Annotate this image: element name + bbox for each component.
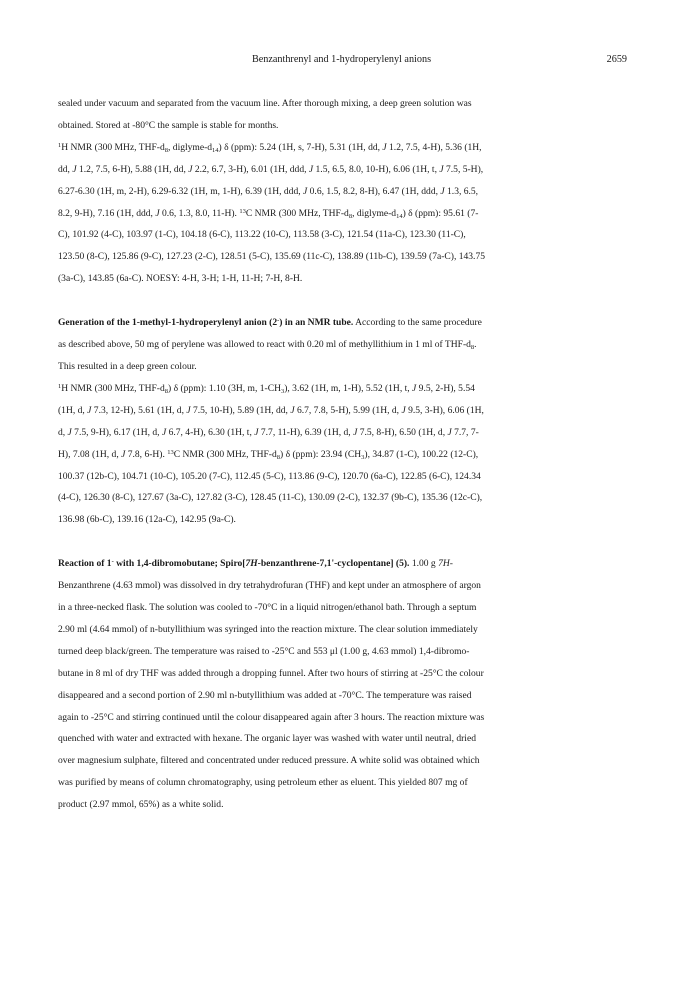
coupling-symbol: J [72,163,77,175]
text-line: butane in 8 ml of dry THF was added through a dropping funnel. After two hours of stirring at -25°C the colour [58,667,484,679]
text-line: H NMR (300 MHz, THF-d [61,141,165,153]
subscript: 8 [470,344,475,352]
coupling-symbol: J [290,404,295,416]
text-line: ) δ (ppm): 95.61 (7- [402,207,479,219]
text-line: 1.2, 7.5, 6-H), 5.88 (1H, dd, [76,163,189,175]
coupling-symbol: J [87,404,92,416]
text-line: . [474,339,477,351]
text-line: 7.5, 9-H), 6.17 (1H, d, [71,426,162,438]
text-line: , diglyme-d [168,141,213,153]
text-line: Benzanthrene (4.63 mmol) was dissolved in dry tetrahydrofuran (THF) and kept under an atmosphere of argon [58,580,481,592]
text-line: 123.50 (8-C), 125.86 (9-C), 127.23 (2-C), 128.51 (5-C), 135.69 (11c-C), 138.89 (11b-C), 139.59 (7a-C), 143.75 [58,251,485,263]
text-line: as described above, 50 mg of perylene was allowed to react with 0.20 ml of methyllithium in 1 ml of THF-d [58,339,471,351]
text-line: d, [58,426,68,438]
coupling-symbol: J [382,141,387,153]
subscript: 3 [280,387,285,395]
isotope-superscript: 13 [239,207,246,215]
text-line: C), 101.92 (4-C), 103.97 (1-C), 104.18 (6-C), 113.22 (10-C), 113.58 (3-C), 121.54 (11a-C), 123.30 (11-C), [58,229,466,241]
text-line: , diglyme-d [352,207,397,219]
text-line: 6.7, 4-H), 6.30 (1H, t, [166,426,255,438]
paragraph-gap [58,531,626,553]
text-line: 7.7, 11-H), 6.39 (1H, d, [258,426,354,438]
text-line: H NMR (300 MHz, THF-d [61,382,165,394]
text-line: obtained. Stored at -80°C the sample is stable for months. [58,119,279,131]
text-line: 7.8, 6-H). [125,448,168,460]
text-line: 1.2, 7.5, 4-H), 5.36 (1H, [386,141,482,153]
paragraph-gap [58,290,626,312]
text-line: 2.2, 6.7, 3-H), 6.01 (1H, ddd, [192,163,309,175]
text-line: According to the same procedure [353,317,482,329]
text-line: (1H, d, [58,404,88,416]
text-line: ), 34.87 (1-C), 100.22 (12-C), [364,448,479,460]
coupling-symbol: J [308,163,314,175]
text-line: 1.5, 6.5, 8.0, 10-H), 6.06 (1H, t, [313,163,440,175]
coupling-symbol: J [401,404,406,416]
text-line: ) δ (ppm): 1.10 (3H, m, 1-CH [168,382,281,394]
subscript: 8 [348,212,353,220]
charge-superscript: - [277,317,280,325]
text-line: 6.7, 7.8, 5-H), 5.99 (1H, d, [294,404,402,416]
heading-text: -benzanthrene-7,1'-cyclopentane] (5). [257,558,410,570]
text-line: 7.5, 10-H), 5.89 (1H, dd, [190,404,291,416]
text-line: 1.3, 6.5, [444,185,479,197]
coupling-symbol: J [412,382,417,394]
paragraph-nmr-compound-2 [58,378,626,531]
text-line: 7H- [438,558,453,570]
article-body [58,93,626,816]
text-line: 7.5, 8-H), 6.50 (1H, d, [357,426,448,438]
text-line: (3a-C), 143.85 (6a-C). NOESY: 4-H, 3-H; 1-H, 11-H; 7-H, 8-H. [58,273,303,285]
text-line: 9.5, 2-H), 5.54 [416,382,475,394]
subscript: 14 [212,146,219,154]
text-line: sealed under vacuum and separated from the vacuum line. After thorough mixing, a deep green solution was [58,98,472,109]
text-line: turned deep black/green. The temperature was raised to -25°C and 553 μl (1.00 g, 4.63 mmol) 1,4-dibromo- [58,645,470,657]
coupling-symbol: J [186,404,191,416]
text-line: quenched with water and extracted with hexane. The organic layer was washed with water until neutral, dried [58,733,476,745]
text-line: 8.2, 9-H), 7.16 (1H, ddd, [58,207,156,219]
text-line: 0.6, 1.3, 8.0, 11-H). [159,207,240,219]
coupling-symbol: J [161,426,167,438]
text-line: 7.3, 12-H), 5.61 (1H, d, [91,404,187,416]
text-line: ) δ (ppm): 5.24 (1H, s, 7-H), 5.31 (1H, dd, [218,141,383,153]
text-line: C NMR (300 MHz, THF-d [173,448,277,460]
running-head-title: Benzanthrenyl and 1-hydroperylenyl anions [251,54,432,65]
paragraph-sample-prep [58,93,626,137]
heading-text: with 1,4-dibromobutane; Spiro[ [113,558,246,570]
heading-text: ) in an NMR tube. [279,317,354,329]
text-line: 100.37 (12b-C), 104.71 (10-C), 105.20 (7-C), 112.45 (5-C), 113.86 (9-C), 120.70 (6a-C), 122.85 (6-C), 124.34 [58,470,481,482]
text-line: H), 7.08 (1H, d, [58,448,122,460]
subscript: 3 [361,453,365,461]
text-line: again to -25°C and stirring continued until the colour disappeared again after 3 hours. The reaction mixture was [58,711,485,723]
coupling-symbol: J [188,163,193,175]
text-line: 136.98 (6b-C), 139.16 (12a-C), 142.95 (9a-C). [58,514,236,526]
text-line: ), 3.62 (1H, m, 1-H), 5.52 (1H, t, [284,382,413,394]
section-heading [58,317,353,328]
paragraph-reaction-5 [58,553,626,816]
text-line: over magnesium sulphate, filtered and concentrated under reduced pressure. A white solid was obtained which [58,755,480,767]
charge-superscript: - [111,558,114,566]
subscript: 8 [164,146,169,154]
heading-text: Reaction of 1 [58,558,112,570]
coupling-symbol: J [447,426,452,438]
coupling-symbol: J [439,163,444,175]
text-line: 0.6, 1.5, 8.2, 8-H), 6.47 (1H, ddd, [307,185,441,197]
heading-text: Generation of the 1-methyl-1-hydroperylenyl anion (2 [58,317,278,329]
text-line: was purified by means of column chromatography, using petroleum ether as eluent. This yielded 807 mg of [58,777,468,789]
page-number: 2659 [606,54,627,65]
coupling-symbol: J [353,426,358,438]
section-heading [58,558,409,569]
text-line: This resulted in a deep green colour. [58,360,197,372]
text-line: 9.5, 3-H), 6.06 (1H, [405,404,484,416]
coupling-symbol: J [303,185,308,197]
text-line: (4-C), 126.30 (8-C), 127.67 (3a-C), 127.82 (3-C), 128.45 (11-C), 130.09 (2-C), 132.37 (9b-C), 135.36 (12c-C), [58,492,483,504]
isotope-superscript: 13 [167,448,174,456]
coupling-symbol: J [155,207,160,219]
text-line: 7.7, 7- [451,426,479,438]
text-line: 2.90 ml (4.64 mmol) of n-butyllithium was syringed into the reaction mixture. The clear solution immediately [58,623,478,635]
text-line: 6.27-6.30 (1H, m, 2-H), 6.29-6.32 (1H, m, 1-H), 6.39 (1H, ddd, [58,185,304,197]
text-line: product (2.97 mmol, 65%) as a white solid. [58,799,224,811]
text-line: 7.5, 5-H), [443,163,484,175]
subscript: 8 [164,387,169,395]
text-line: dd, [58,163,73,175]
text-line: ) δ (ppm): 23.94 (CH [280,448,362,460]
subscript: 8 [276,453,281,461]
paragraph-generation-2 [58,312,626,378]
isotope-superscript: 1 [58,382,62,390]
text-line: C NMR (300 MHz, THF-d [245,207,349,219]
text-line: 1.00 g [409,558,439,570]
coupling-symbol: J [67,426,72,438]
running-head [0,54,683,72]
coupling-symbol: J [440,185,445,197]
text-line: in a three-necked flask. The solution was cooled to -70°C in a liquid nitrogen/ethanol bath. Through a septum [58,602,477,614]
coupling-symbol: J [254,426,259,438]
text-line: disappeared and a second portion of 2.90 ml n-butyllithium was added at -70°C. The temperature was raised [58,689,472,701]
coupling-symbol: J [121,448,126,460]
paragraph-nmr-compound-1 [58,137,626,290]
heading-text: 7H [245,558,258,570]
subscript: 14 [396,212,403,220]
isotope-superscript: 1 [58,141,62,149]
